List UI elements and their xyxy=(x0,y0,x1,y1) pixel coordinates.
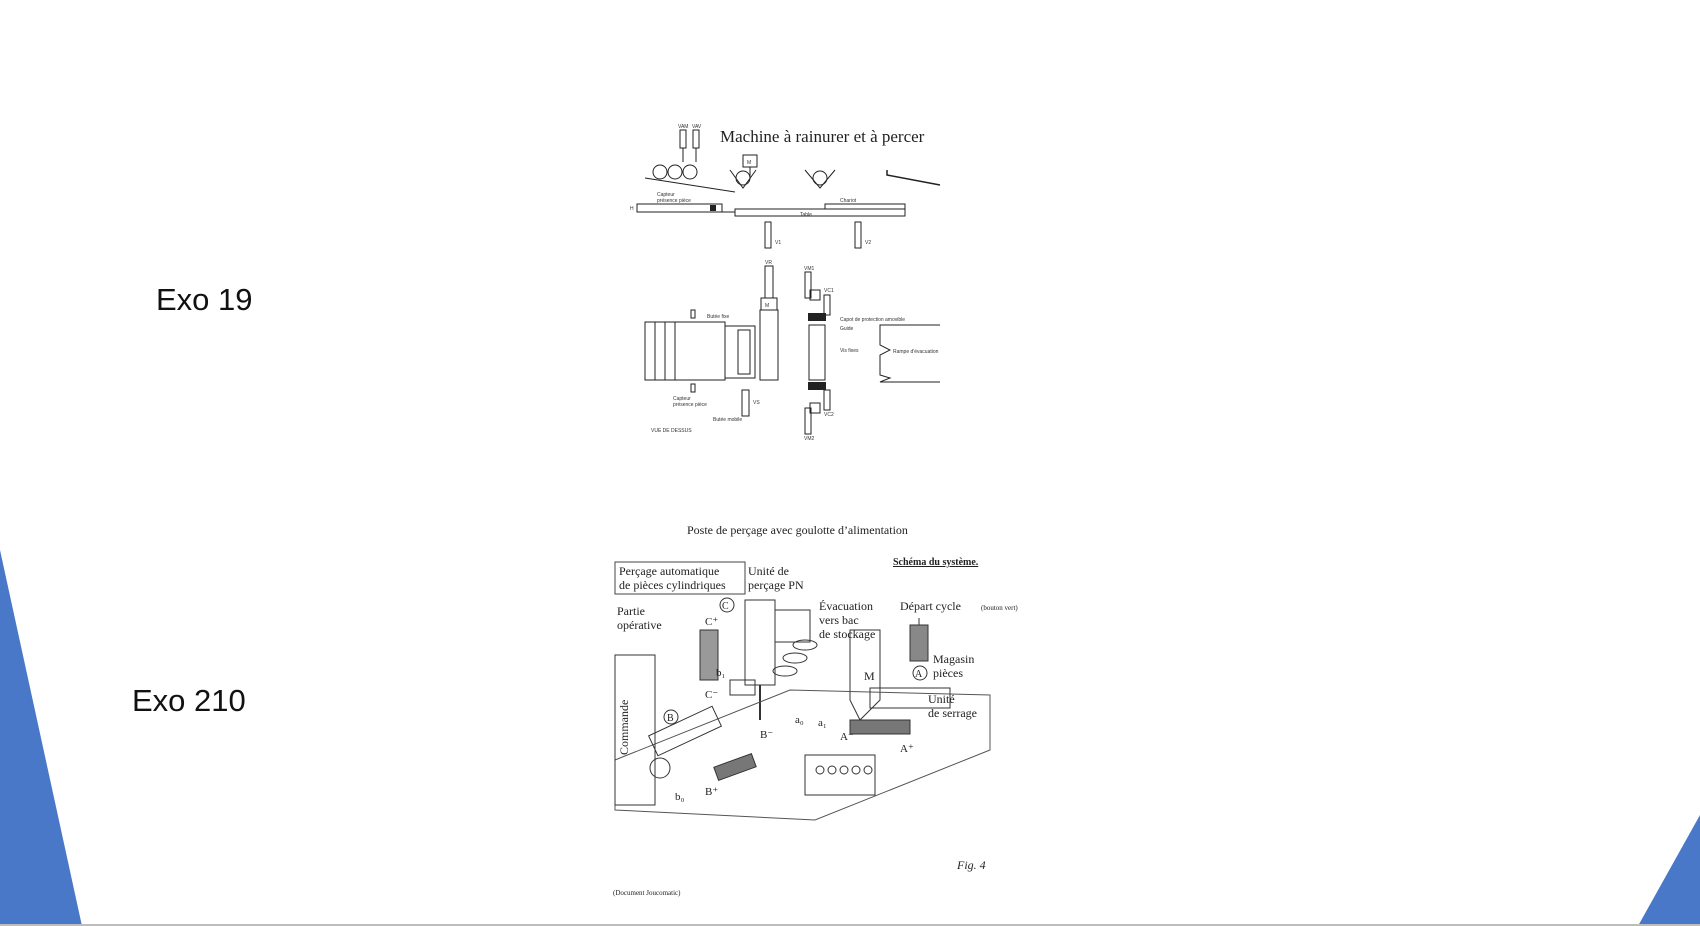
label-capot: Capot de protection amovible xyxy=(840,317,906,323)
b1-label: b₁ xyxy=(716,667,726,679)
label-capteur2: Capteur xyxy=(673,396,691,402)
bouton: (bouton vert) xyxy=(981,604,1018,612)
magasin-line2: pièces xyxy=(933,666,963,680)
label-vis-fixes: Vis fixes xyxy=(840,348,859,354)
label-vr: VR xyxy=(765,260,772,266)
circle-a: A xyxy=(915,669,923,680)
m-label: M xyxy=(864,669,875,683)
label-vue: VUE DE DESSUS xyxy=(651,428,692,434)
magasin-line1: Magasin xyxy=(933,652,975,666)
label-butee-mobile: Butée mobile xyxy=(713,417,743,423)
accent-left-triangle xyxy=(0,550,82,926)
depart: Départ cycle xyxy=(900,599,961,613)
b-plus-label: B⁺ xyxy=(705,786,719,798)
label-chariot: Chariot xyxy=(840,198,857,204)
label-presence2: présence pièce xyxy=(673,402,707,408)
a0-label: a₀ xyxy=(795,714,804,726)
exo210-label: Exo 210 xyxy=(132,683,246,718)
label-m2: M xyxy=(765,303,770,309)
c-plus: C⁺ xyxy=(705,616,719,628)
label-vm2: VM2 xyxy=(804,436,815,442)
document-label: (Document Joucomatic) xyxy=(613,889,681,897)
machine-diagram xyxy=(625,120,945,480)
a-plus-label: A⁺ xyxy=(900,743,914,755)
c-minus: C⁻ xyxy=(705,689,719,701)
label-vav: VAV xyxy=(692,124,702,130)
label-v2: V2 xyxy=(865,240,872,246)
serrage-line2: de serrage xyxy=(928,706,977,720)
label-m: M xyxy=(747,160,752,166)
label-v1: V1 xyxy=(775,240,782,246)
label-vc2: VC2 xyxy=(824,412,834,418)
drilling-title: Poste de perçage avec goulotte d’alimentation xyxy=(687,523,908,537)
label-presence: présence pièce xyxy=(657,198,691,204)
circle-c: C xyxy=(722,601,729,612)
machine-title: Machine à rainurer et à percer xyxy=(720,127,925,146)
drilling-station-diagram xyxy=(610,520,1040,900)
circle-b: B xyxy=(667,713,674,724)
label-h: H xyxy=(630,206,634,212)
partie-line2: opérative xyxy=(617,618,662,632)
label-table: Table xyxy=(800,212,812,218)
unite-line1: Unité de xyxy=(748,564,789,578)
box-line1: Perçage automatique xyxy=(619,564,720,578)
a1-label: a₁ xyxy=(818,717,827,729)
partie-line1: Partie xyxy=(617,604,645,618)
accent-right-triangle xyxy=(1638,815,1700,926)
evac-line1: Évacuation xyxy=(819,599,873,613)
label-guide: Guide xyxy=(840,326,854,332)
label-capteur: Capteur xyxy=(657,192,675,198)
label-vs: VS xyxy=(753,400,760,406)
evac-line3: de stockage xyxy=(819,627,876,641)
evac-line2: vers bac xyxy=(819,613,859,627)
label-vm1: VM1 xyxy=(804,266,815,272)
box-line2: de pièces cylindriques xyxy=(619,578,726,592)
serrage-line1: Unité xyxy=(928,692,955,706)
fig-label: Fig. 4 xyxy=(957,858,986,872)
exo19-label: Exo 19 xyxy=(156,282,253,317)
label-rampe: Rampe d'évacuation xyxy=(893,349,939,355)
label-vam: VAM xyxy=(678,124,689,130)
label-butee-fixe: Butée fixe xyxy=(707,314,730,320)
schema-title: Schéma du système. xyxy=(893,557,979,568)
b-minus-label: B⁻ xyxy=(760,729,774,741)
commande-label: Commande xyxy=(617,699,631,755)
b0-label: b₀ xyxy=(675,791,685,803)
a-minus-label: A⁻ xyxy=(840,731,854,743)
unite-line2: perçage PN xyxy=(748,578,804,592)
label-vc1: VC1 xyxy=(824,288,834,294)
